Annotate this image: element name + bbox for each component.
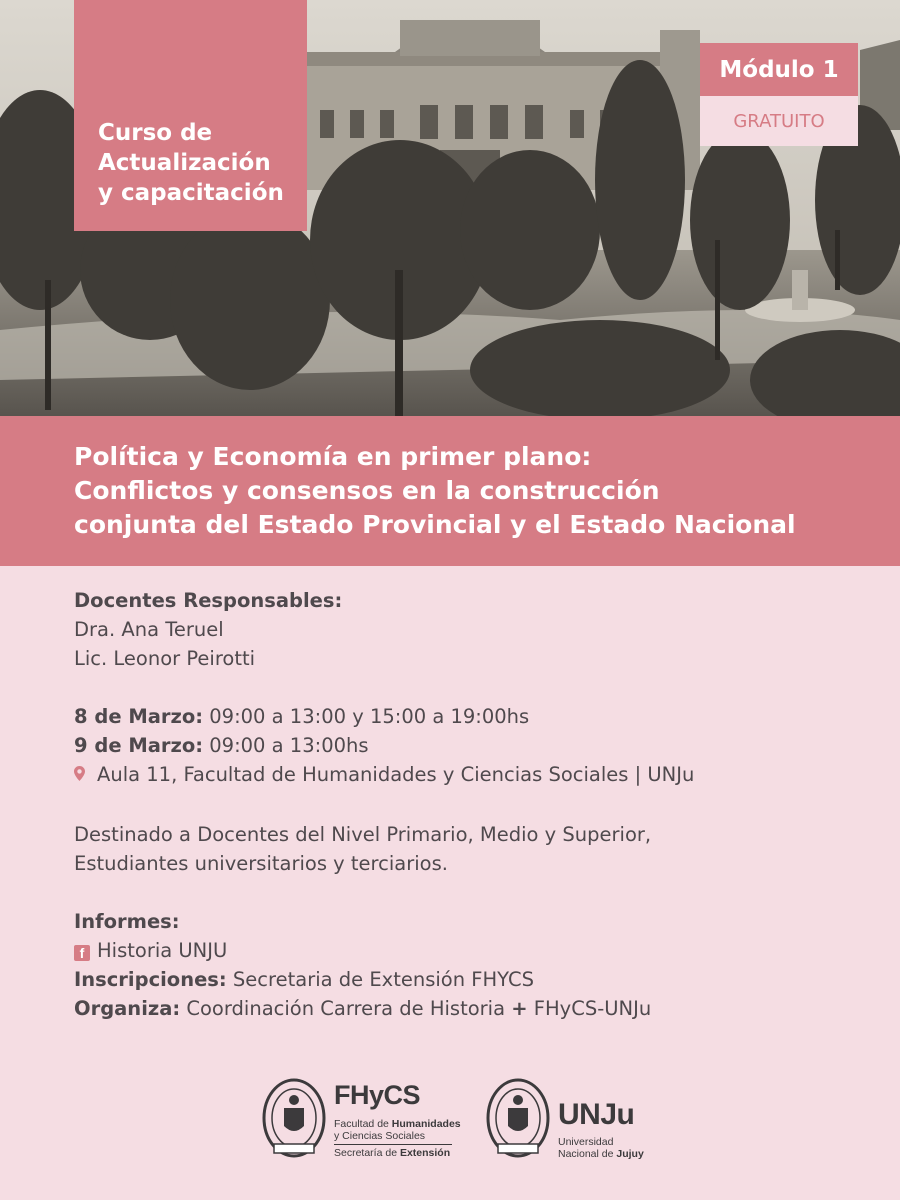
fhycs-line-1a: Facultad de [334, 1118, 392, 1130]
teacher-name: Lic. Leonor Peirotti [74, 647, 256, 670]
course-type-box [74, 0, 307, 231]
fhycs-line-1 [334, 1118, 461, 1130]
free-badge: GRATUITO [700, 96, 858, 146]
info-heading: Informes: [74, 910, 180, 933]
course-line-2: Actualización [98, 150, 271, 176]
facebook-icon: f [74, 945, 90, 961]
fhycs-line-3 [334, 1147, 450, 1159]
course-title [0, 416, 900, 566]
location-pin-icon [74, 762, 88, 791]
unju-line-1: Universidad [558, 1136, 614, 1148]
fhycs-seal-icon [262, 1078, 326, 1160]
location-row [74, 760, 854, 791]
title-line-2: Conflictos y consensos en la construcción [74, 476, 660, 505]
fhycs-line-2: y Ciencias Sociales [334, 1130, 426, 1142]
course-line-3: y capacitación [98, 180, 284, 206]
location-text: Aula 11, Facultad de Humanidades y Ciencias Sociales | UNJu [97, 763, 695, 786]
fhycs-line-1b: Humanidades [391, 1118, 461, 1130]
audience-line-2: Estudiantes universitarios y terciarios. [74, 852, 448, 875]
audience-line-1: Destinado a Docentes del Nivel Primario, Medio y Superior, [74, 823, 652, 846]
fhycs-divider [334, 1144, 452, 1145]
schedule-date: 9 de Marzo: [74, 734, 204, 757]
registration-value: Secretaria de Extensión FHYCS [232, 968, 535, 991]
schedule-time: 09:00 a 13:00 y 15:00 a 19:00hs [209, 705, 530, 728]
facebook-page-link[interactable]: Historia UNJU [97, 939, 228, 962]
teachers-heading: Docentes Responsables: [74, 589, 343, 612]
unju-line-2b: Jujuy [616, 1148, 644, 1160]
unju-line-2 [558, 1148, 644, 1160]
teacher-name: Dra. Ana Teruel [74, 618, 224, 641]
schedule-date: 8 de Marzo: [74, 705, 204, 728]
title-line-1: Política y Economía en primer plano: [74, 442, 592, 471]
organizer-value-2: FHyCS-UNJu [533, 997, 652, 1020]
organizer-label: Organiza: [74, 997, 181, 1020]
plus-icon: + [511, 997, 528, 1020]
institution-logos [262, 1078, 682, 1168]
facebook-row [74, 936, 854, 965]
registration-label: Inscripciones: [74, 968, 227, 991]
fhycs-line-3a: Secretaría de [334, 1147, 400, 1159]
schedule-row [74, 731, 854, 760]
fhycs-name: FHyCS [334, 1080, 421, 1110]
course-line-1: Curso de [98, 120, 213, 146]
schedule-time: 09:00 a 13:00hs [209, 734, 369, 757]
module-badge: Módulo 1 [700, 43, 858, 96]
registration-row [74, 965, 854, 994]
organizer-row [74, 994, 854, 1023]
unju-line-2a: Nacional de [558, 1148, 617, 1160]
course-details [74, 586, 854, 1023]
schedule-row [74, 702, 854, 731]
title-line-3: conjunta del Estado Provincial y el Estado Nacional [74, 510, 796, 539]
unju-name: UNJu [558, 1098, 635, 1131]
unju-seal-icon [486, 1078, 550, 1160]
fhycs-line-3b: Extensión [399, 1147, 451, 1159]
organizer-value: Coordinación Carrera de Historia [186, 997, 506, 1020]
